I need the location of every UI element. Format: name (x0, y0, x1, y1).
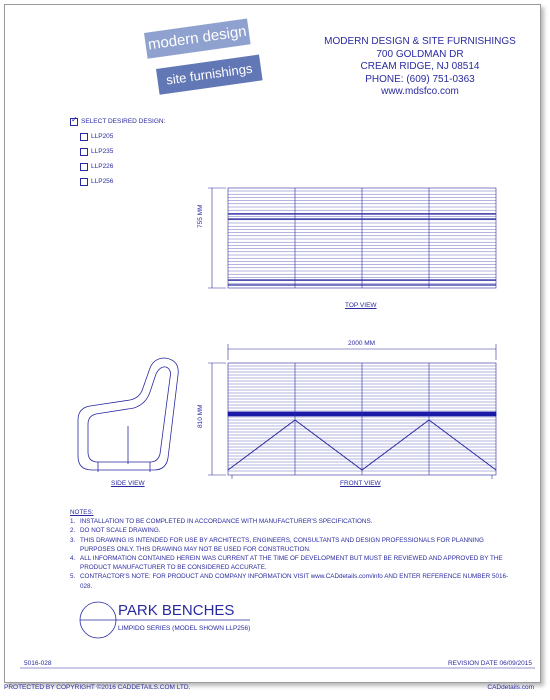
reference-number: 5016-028 (24, 660, 52, 667)
notes-header: NOTES: (70, 509, 94, 516)
drawing-subtitle: LIMPIDO SERIES (MODEL SHOWN LLP256) (118, 625, 251, 632)
notes-section (70, 508, 510, 591)
company-web[interactable]: www.mdsfco.com (381, 86, 459, 97)
depth-dimension (208, 188, 226, 288)
note-item: 3. THIS DRAWING IS INTENDED FOR USE BY ARCHITECTS, ENGINEERS, CONSULTANTS AND DESIGN PROFESSIONALS FOR PLANNING PURPOSES ONLY. THIS DRAWING MAY NOT BE USED FOR CONSTRUCTION. (70, 536, 484, 553)
front-view-label: FRONT VIEW (340, 480, 381, 487)
note-item: 2. DO NOT SCALE DRAWING. (70, 527, 161, 535)
copyright-notice: PROTECTED BY COPYRIGHT ©2016 CADDETAILS.COM LTD. (4, 684, 191, 691)
revision-date: REVISION DATE 06/09/2015 (447, 660, 532, 667)
height-dimension (208, 363, 226, 475)
note-item: 1. INSTALLATION TO BE COMPLETED IN ACCORDANCE WITH MANUFACTURER'S SPECIFICATIONS. (70, 518, 373, 526)
design-option-llp226[interactable]: LLP226 (70, 159, 165, 174)
width-dimension-label: 2000 MM (348, 340, 376, 347)
company-address-2: CREAM RIDGE, NJ 08514 (360, 61, 480, 72)
top-view-label: TOP VIEW (345, 302, 377, 309)
design-option-llp205[interactable]: LLP205 (70, 129, 165, 144)
logo-line-1: modern design (144, 19, 251, 59)
drawing-title: PARK BENCHES (118, 602, 235, 619)
company-name: MODERN DESIGN & SITE FURNISHINGS (324, 36, 516, 47)
design-select-header: ✓ SELECT DESIRED DESIGN: (70, 114, 165, 129)
top-view-drawing (228, 188, 496, 288)
note-item: 5. CONTRACTOR'S NOTE: FOR PRODUCT AND COMPANY INFORMATION VISIT www.CADdetails.com/info AND ENTER REFERENCE NUMBER 5016-028. (70, 573, 509, 590)
side-view-drawing (78, 358, 178, 472)
company-phone: PHONE: (609) 751-0363 (365, 73, 475, 85)
depth-dimension-label: 755 MM (197, 204, 204, 228)
company-address-1: 700 GOLDMAN DR (376, 48, 464, 60)
note-item: 4. ALL INFORMATION CONTAINED HEREIN WAS CURRENT AT THE TIME OF DEVELOPMENT BUT MUST BE REVIEWED AND APPROVED BY THE PRODUCT MANUFACTURER TO BE CONSIDERED ACCURATE. (70, 555, 503, 572)
design-option-llp256[interactable]: LLP256 (70, 174, 165, 189)
side-view-label: SIDE VIEW (111, 480, 145, 487)
cad-details-link[interactable]: CADdetails.com (487, 684, 534, 691)
design-option-llp235[interactable]: LLP235 (70, 144, 165, 159)
height-dimension-label: 810 MM (197, 404, 204, 428)
front-view-drawing (228, 363, 496, 479)
logo-line-2: site furnishings (156, 55, 263, 95)
